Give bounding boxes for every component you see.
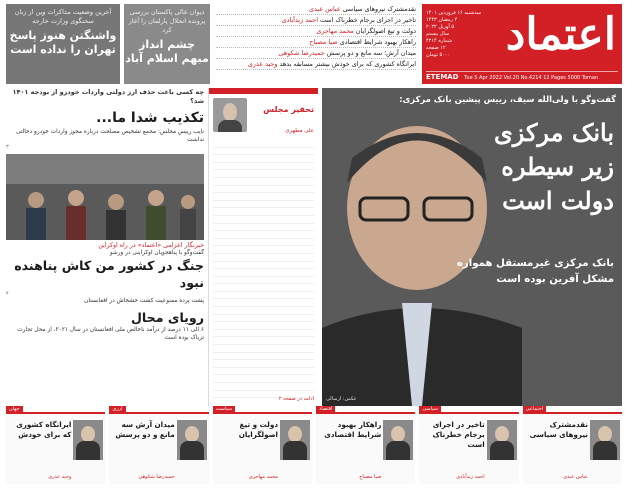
teaser-title: نقدمشترک نیروهای سیاسی [529,420,588,439]
refugee-detail: گفت‌وگو با پناهجویان اوکراینی در ورشو [109,250,204,256]
teaser-author: عباس عبدی [563,474,588,480]
bottom-teaser[interactable] [419,406,518,484]
list-item[interactable]: نقدمشترک نیروهای سیاسی عباس عبدی [216,4,416,15]
teaser-author: حمیدرضا شکوهی [138,474,175,480]
masthead[interactable] [422,4,622,84]
issue-line: سال بیستم [426,31,450,37]
bottom-teaser[interactable] [316,406,415,484]
column-title: تحقیر مجلس [263,105,314,114]
list-item[interactable]: راهکار بهبود شرایط اقتصادی ضیا مصباح [216,37,416,48]
bottom-teaser[interactable] [6,406,105,484]
vienna-talks-teaser[interactable] [6,4,120,84]
teaser-title: راهکار بهبود شرایط اقتصادی [324,420,382,439]
correspondent-tag: خبرنگار اعزامی «اعتماد» در راه اوکراین [98,242,204,249]
author-photo [487,420,517,460]
issue-info [426,10,488,59]
teaser-author: ضیا مصباح [359,474,382,480]
bottom-teasers [6,406,622,484]
author-photo [383,420,413,460]
section-label: اقتصاد [316,406,335,413]
section-label: سیاست [213,406,235,413]
section-label: سیاسی [419,406,441,413]
issue-line: ۵ آوریل ۲۰۲۲ [426,24,455,30]
issue-line: ۴ رمضان ۱۴۴۳ [426,17,458,23]
teaser-author: وحید عذری [48,474,72,480]
bottom-teaser[interactable] [213,406,312,484]
pakistan-kicker: دیوان عالی پاکستان بررسی پرونده انحلال پارلمان را آغاز کرد [128,8,206,34]
list-item[interactable]: دولت و تیغ اصولگرایان محمد مهاجری [216,26,416,37]
author-photo [177,420,207,460]
hero-kicker: گفت‌وگو با ولی‌الله سیف، رییس پیشین بانک مرکزی: [399,94,616,104]
photo-credit: عکس: ارسالی [326,396,357,402]
pakistan-title: چشم انداز مبهم اسلام آباد [125,38,209,65]
column-strip [209,88,318,94]
teaser-author: محمد مهاجری [248,474,279,480]
pakistan-teaser[interactable] [124,4,210,84]
latin-details: Tue 5 Apr 2022 Vol.20 No.4214 12 Pages 5000 Toman [464,75,599,81]
section-label: جهان [6,406,23,413]
latin-line [426,71,618,81]
hero-subhead: بانک مرکزی غیرمستقل همواره مشکل آفرین بوده است [456,258,614,285]
impossible-dream-headline[interactable]: رویای محال [131,310,204,325]
author-photo [590,420,620,460]
war-headline[interactable]: جنگ در کشور من کاش پناهنده نبود [14,258,204,290]
denial-detail: نایب رییس مجلس: مجمع تشخیص مصلحت درباره مجوز واردات خودرو دخالتی نداشت [15,129,204,143]
section-label: ارزی [109,406,125,413]
teaser-author: احمد زیدآبادی [456,474,485,480]
denial-headline[interactable]: تکذیب شدا ما... [96,110,204,126]
logo: اعتماد [505,9,616,60]
section-label: اجتماعی [523,406,547,413]
issue-line: شماره ۴۲۱۴ [426,38,452,44]
vienna-title: واشنگتن هنوز پاسخ تهران را نداده است [9,29,117,56]
poppy-detail: پشت پرده ممنوعیت کشت خشخاش در افغانستان [84,298,204,304]
hero-headline: بانک مرکزی زیر سیطره دولت است [493,118,614,215]
author-photo [73,420,103,460]
author-photo [213,98,247,132]
column-author: علی مطهری [285,128,314,134]
list-item[interactable]: میدان آرش؛ سه مانع و دو پرسش حمیدرضا شکوهی [216,48,416,59]
continued-link[interactable]: ادامه در صفحه ۲ [278,396,314,403]
refugee-photo [6,154,204,240]
teaser-title: میدان آرش سه مانع و دو پرسش [115,420,175,439]
vienna-kicker: آخرین وضعیت مذاکرات وین از زبان سخنگوی وزارت خارجه [14,8,112,25]
latin-name: ETEMAD [426,73,459,81]
teaser-title: تاخیر در اجرای برجام خطرناک است [432,420,485,449]
issue-line: ۱۲ صفحه [426,45,446,51]
page-ref: ۴ [6,291,9,297]
column-body [213,140,314,398]
teaser-title: دولت و تیغ اصولگرایان [238,420,279,439]
teaser-title: ایرانگاه کشوری که برای خودش [16,420,72,439]
car-import-question: چه کسی باعث حذف ارز دولتی واردات خودرو از بودجه ۱۴۰۱ شد؟ [12,88,204,105]
side-news [6,88,204,406]
issue-line: سه‌شنبه ۱۶ فروردین ۱۴۰۱ [426,10,482,16]
page-ref: ۳ [6,144,9,150]
opinion-column[interactable] [208,88,318,406]
bottom-teaser[interactable] [109,406,208,484]
issue-line: ۵۰۰۰ تومان [426,52,451,58]
bottom-teaser[interactable] [523,406,622,484]
list-item[interactable]: ایرانگاه کشوری که برای خودش بیشتر مسابقه بدهد وحید عذری [216,59,416,70]
opium-detail: ۶ الی ۱۱ درصد از درآمد ناخالص ملی افغانستان در سال ۲۰۲۱، از محل تجارت تریاک بوده است [17,327,204,341]
list-item[interactable]: تاخیر در اجرای برجام خطرناک است احمد زیدآبادی [216,15,416,26]
hero-story[interactable] [322,88,622,406]
top-headlines-list [216,4,416,84]
author-photo [280,420,310,460]
